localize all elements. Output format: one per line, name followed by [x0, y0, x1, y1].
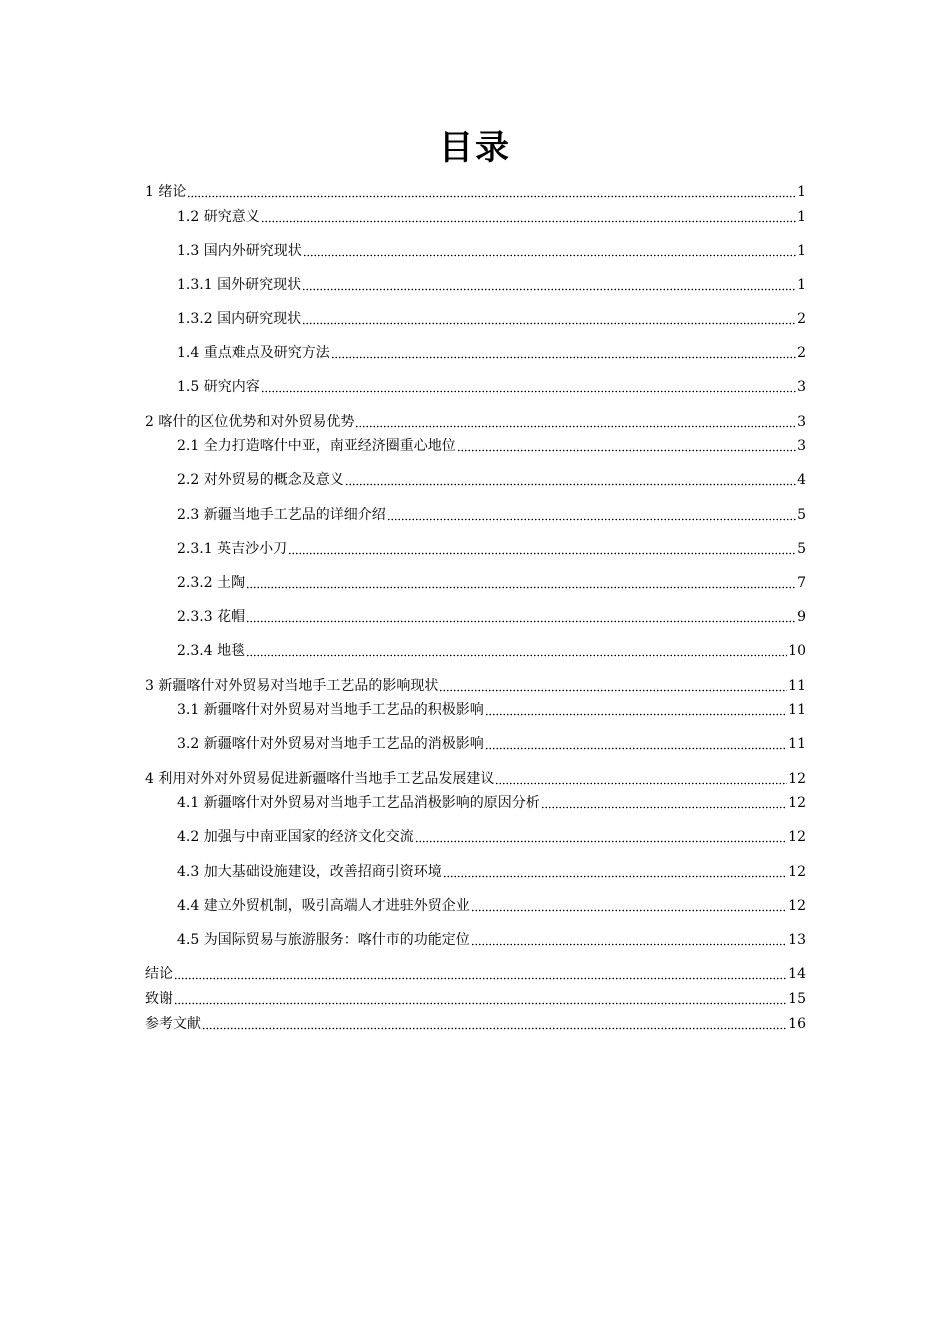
dot-leader: [246, 575, 796, 589]
dot-leader: [471, 898, 787, 912]
dot-leader: [443, 864, 787, 878]
toc-entry-page: 3: [797, 438, 806, 454]
toc-entry-label: 1.3 国内外研究现状: [177, 243, 302, 259]
toc-entry-label: 2.3.4 地毯: [177, 643, 246, 659]
toc-entry-label: 4.3 加大基础设施建设，改善招商引资环境: [177, 864, 442, 880]
toc-entry-references[interactable]: [145, 1015, 806, 1033]
toc-entry-3-1[interactable]: [177, 701, 806, 719]
toc-entry-2-3[interactable]: [177, 506, 806, 524]
dot-leader: [261, 209, 796, 223]
toc-title: 目录: [439, 128, 511, 168]
toc-entry-page: 10: [788, 643, 806, 659]
toc-entry-page: 2: [797, 311, 806, 327]
dot-leader: [541, 795, 787, 809]
toc-entry-page: 7: [797, 575, 806, 591]
toc-entry-label: 4.1 新疆喀什对外贸易对当地手工艺品消极影响的原因分析: [177, 795, 540, 811]
toc-entry-3-2[interactable]: [177, 735, 806, 753]
toc-entry-page: 11: [788, 702, 806, 718]
toc-entry-chapter-1[interactable]: [145, 183, 806, 201]
toc-entry-label: 2 喀什的区位优势和对外贸易优势: [145, 414, 355, 430]
toc-entry-1-4[interactable]: [177, 344, 806, 362]
toc-entry-page: 1: [797, 184, 806, 200]
dot-leader: [187, 184, 796, 198]
toc-entry-1-5[interactable]: [177, 378, 806, 396]
toc-entry-page: 11: [788, 736, 806, 752]
toc-entry-2-3-2[interactable]: [177, 574, 806, 592]
toc-entry-label: 结论: [145, 966, 173, 982]
toc-entry-4-1[interactable]: [177, 794, 806, 812]
dot-leader: [485, 702, 787, 716]
dot-leader: [387, 507, 796, 521]
toc-entry-label: 4.4 建立外贸机制，吸引高端人才进驻外贸企业: [177, 898, 470, 914]
toc-entry-label: 参考文献: [145, 1016, 201, 1032]
toc-entry-label: 1.3.2 国内研究现状: [177, 311, 302, 327]
toc-entry-2-3-1[interactable]: [177, 540, 806, 558]
dot-leader: [355, 414, 796, 428]
toc-entry-4-2[interactable]: [177, 828, 806, 846]
toc-entry-label: 1.3.1 国外研究现状: [177, 277, 302, 293]
toc-entry-label: 2.3.3 花帽: [177, 609, 246, 625]
toc-entry-chapter-3[interactable]: [145, 677, 806, 695]
toc-entry-label: 2.3.2 土陶: [177, 575, 246, 591]
toc-entry-1-3[interactable]: [177, 242, 806, 260]
toc-entry-4-4[interactable]: [177, 897, 806, 915]
dot-leader: [331, 345, 796, 359]
dot-leader: [174, 991, 787, 1005]
dot-leader: [246, 643, 787, 657]
toc-entry-page: 4: [797, 472, 806, 488]
toc-entry-label: 2.2 对外贸易的概念及意义: [177, 472, 344, 488]
toc-entry-label: 2.3.1 英吉沙小刀: [177, 541, 288, 557]
toc-entry-label: 1.2 研究意义: [177, 209, 260, 225]
toc-entry-page: 16: [788, 1016, 806, 1032]
toc-entry-page: 5: [797, 507, 806, 523]
dot-leader: [495, 771, 787, 785]
toc-entry-chapter-4[interactable]: [145, 770, 806, 788]
dot-leader: [303, 243, 796, 257]
toc-entry-label: 3.1 新疆喀什对外贸易对当地手工艺品的积极影响: [177, 702, 484, 718]
toc-entry-chapter-2[interactable]: [145, 413, 806, 431]
dot-leader: [202, 1016, 787, 1030]
toc-entry-label: 致谢: [145, 991, 173, 1007]
toc-entry-label: 3 新疆喀什对外贸易对当地手工艺品的影响现状: [145, 678, 439, 694]
toc-entry-page: 14: [788, 966, 806, 982]
dot-leader: [246, 609, 796, 623]
toc-entry-page: 11: [788, 678, 806, 694]
toc-entry-conclusion[interactable]: [145, 965, 806, 983]
toc-entry-page: 12: [788, 898, 806, 914]
toc-entry-label: 4.2 加强与中南亚国家的经济文化交流: [177, 829, 414, 845]
toc-entry-page: 12: [788, 795, 806, 811]
dot-leader: [302, 311, 796, 325]
toc-entry-page: 15: [788, 991, 806, 1007]
toc-entry-page: 3: [797, 414, 806, 430]
toc-entry-label: 2.1 全力打造喀什中亚，南亚经济圈重心地位: [177, 438, 456, 454]
toc-entry-label: 4.5 为国际贸易与旅游服务：喀什市的功能定位: [177, 932, 470, 948]
dot-leader: [415, 829, 787, 843]
toc-entry-page: 1: [797, 209, 806, 225]
toc-entry-2-3-3[interactable]: [177, 608, 806, 626]
toc-entry-4-3[interactable]: [177, 863, 806, 881]
toc-entry-page: 12: [788, 864, 806, 880]
dot-leader: [174, 966, 787, 980]
toc-entry-page: 9: [797, 609, 806, 625]
toc-entry-label: 2.3 新疆当地手工艺品的详细介绍: [177, 507, 386, 523]
toc-entry-label: 1 绪论: [145, 184, 187, 200]
toc-entry-2-1[interactable]: [177, 437, 806, 455]
dot-leader: [439, 678, 787, 692]
toc-entry-page: 2: [797, 345, 806, 361]
dot-leader: [471, 932, 787, 946]
dot-leader: [302, 277, 796, 291]
toc-entry-label: 1.4 重点难点及研究方法: [177, 345, 330, 361]
toc-entry-page: 13: [788, 932, 806, 948]
toc-entry-page: 12: [788, 829, 806, 845]
dot-leader: [288, 541, 796, 555]
dot-leader: [261, 379, 796, 393]
dot-leader: [457, 438, 796, 452]
toc-entry-2-3-4[interactable]: [177, 642, 806, 660]
toc-entry-label: 4 利用对外对外贸易促进新疆喀什当地手工艺品发展建议: [145, 771, 495, 787]
toc-entry-1-3-2[interactable]: [177, 310, 806, 328]
toc-entry-page: 12: [788, 771, 806, 787]
toc-entry-page: 1: [797, 243, 806, 259]
toc-entry-page: 1: [797, 277, 806, 293]
dot-leader: [485, 736, 787, 750]
toc-entry-label: 3.2 新疆喀什对外贸易对当地手工艺品的消极影响: [177, 736, 484, 752]
toc-entry-4-5[interactable]: [177, 931, 806, 949]
toc-entry-acknowledgements[interactable]: [145, 990, 806, 1008]
toc-entry-1-2[interactable]: [177, 208, 806, 226]
toc-entry-page: 3: [797, 379, 806, 395]
toc-entry-2-2[interactable]: [177, 471, 806, 489]
dot-leader: [345, 472, 796, 486]
toc-entry-page: 5: [797, 541, 806, 557]
toc-entry-1-3-1[interactable]: [177, 276, 806, 294]
toc-entry-label: 1.5 研究内容: [177, 379, 260, 395]
